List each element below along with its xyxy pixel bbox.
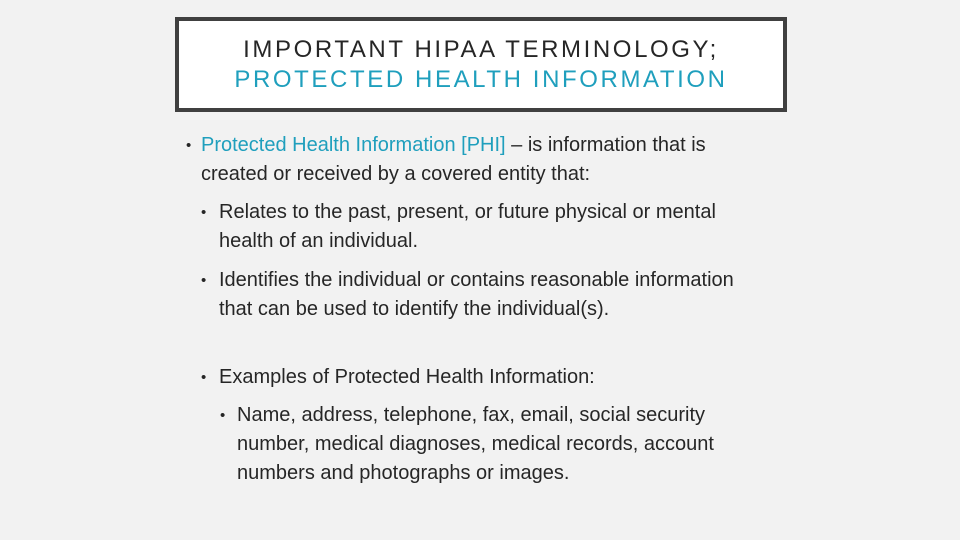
criteria-item: Examples of Protected Health Information:: [219, 366, 595, 388]
slide-title-line1: IMPORTANT HIPAA TERMINOLOGY;: [243, 35, 719, 63]
bullet-icon: •: [220, 407, 226, 424]
phi-definition-text: – is information that is created or received by a covered entity that:: [201, 134, 706, 185]
bullet-icon: •: [201, 272, 207, 289]
bullet-icon: •: [186, 137, 192, 154]
bullet-icon: •: [201, 204, 207, 221]
criteria-item: Identifies the individual or contains reasonable information that can be used to identify the individual(s).: [219, 269, 734, 320]
phi-definition: [201, 131, 771, 189]
bullet-icon: •: [201, 369, 207, 386]
phi-term: Protected Health Information [PHI]: [201, 134, 506, 156]
slide-title-line2: PROTECTED HEALTH INFORMATION: [234, 65, 728, 93]
example-item: Name, address, telephone, fax, email, social security number, medical diagnoses, medical records, account numbers and photographs or images.: [237, 404, 714, 484]
criteria-item: Relates to the past, present, or future physical or mental health of an individual.: [219, 201, 716, 252]
